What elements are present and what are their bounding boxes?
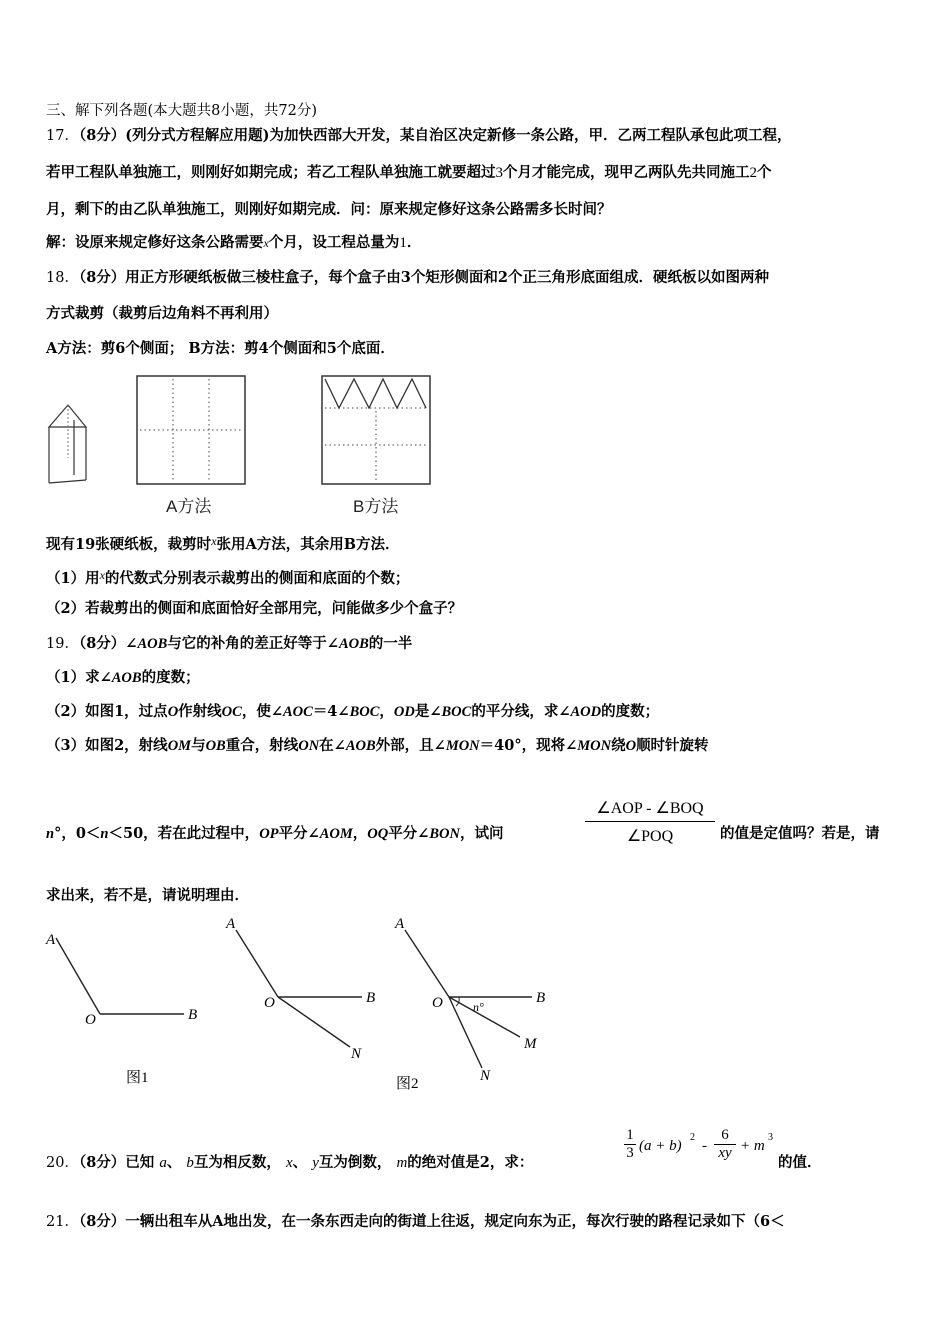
q17-text2a: 若甲工程队单独施工，则刚好如期完成；若乙工程队单独施工就要超过 xyxy=(46,164,496,181)
q17-line3: 月，剩下的由乙队单独施工，则刚好如期完成．问：原来规定修好这条公路需多长时间？ xyxy=(46,201,612,218)
q19-s2oc: OC xyxy=(221,704,242,720)
q21-number: 21． xyxy=(46,1214,79,1230)
q19-s1c: 的度数； xyxy=(141,669,200,686)
q19-s2g: 的平分线，求∠ xyxy=(471,703,571,720)
q19-s3e: 外部，且∠ xyxy=(375,737,446,754)
fig2b-label-b: B xyxy=(536,990,546,1006)
q19-s2f: 是∠ xyxy=(414,703,442,720)
q18-number: 18． xyxy=(46,270,79,286)
q18-line3: A方法：剪6个侧面； B方法：剪4个侧面和5个底面． xyxy=(46,340,395,357)
method-b-figure xyxy=(321,375,433,487)
fig2b-label-o: O xyxy=(432,995,443,1011)
q19-t1c: 与它的补角的差正好等于∠ xyxy=(167,635,339,652)
q17-sol-num: 1 xyxy=(399,235,407,251)
q17-sol-a: 解：设原来规定修好这条公路需要 xyxy=(46,234,264,251)
q20-frac1-den: 3 xyxy=(626,1145,634,1161)
fig2a-label-b: B xyxy=(366,990,376,1006)
q17-num-3: 3 xyxy=(495,165,503,181)
q18-sub1b: 的代数式分别表示裁剪出的侧面和底面的个数； xyxy=(104,570,410,587)
fig1-caption: 图1 xyxy=(126,1070,149,1086)
fig2a-label-a: A xyxy=(226,916,236,932)
q20-score: （8分） xyxy=(78,1154,126,1171)
q20-cube: 3 xyxy=(768,1132,773,1143)
q19-l5c: 平分∠ xyxy=(278,825,320,842)
fig2a-label-o: O xyxy=(264,995,275,1011)
q19-s3mon2: MON xyxy=(577,738,612,754)
q20-var-b: b xyxy=(186,1155,194,1171)
q19-s2h: 的度数； xyxy=(601,703,660,720)
q19-frac-num: ∠AOP - ∠BOQ xyxy=(585,798,715,822)
q18-text1: 用正方形硬纸板做三棱柱盒子，每个盒子由3个矩形侧面和2个正三角形底面组成．硬纸板以如图两种 xyxy=(125,269,769,286)
q18-sub1-var: x xyxy=(99,568,105,582)
q19-fraction xyxy=(585,798,715,846)
q19-l5d: ， xyxy=(352,825,368,842)
q17-score: （8分） xyxy=(78,127,126,144)
q20-frac1 xyxy=(624,1127,636,1162)
section-title: 三、解下列各题(本大题共8小题，共72分) xyxy=(46,103,317,119)
q19-s3c: 重合，射线 xyxy=(225,737,299,754)
q21-line1 xyxy=(46,1212,785,1232)
q19-s2c: ，使∠ xyxy=(241,703,283,720)
q21-text1: 一辆出租车从A地出发，在一条东西走向的街道上往返，规定向东为正，每次行驶的路程记录如下（6＜ xyxy=(125,1213,785,1230)
q19-t1e: 的一半 xyxy=(368,635,413,652)
q19-number: 19． xyxy=(46,636,79,652)
q19-s3aob: AOB xyxy=(345,738,376,754)
q19-l5n: n xyxy=(46,826,55,842)
q20-var-y: y xyxy=(312,1155,319,1171)
q18-sub1a: （1）用 xyxy=(46,570,100,587)
fig1-label-a: A xyxy=(46,932,56,948)
q20-var-a: a xyxy=(159,1155,167,1171)
q19-t1d: AOB xyxy=(338,636,369,652)
q20-minus: - xyxy=(702,1138,707,1154)
q19-s2e: ， xyxy=(379,703,394,720)
q17-text2b: 个月才能完成，现甲乙两队先共同施工 xyxy=(503,164,750,181)
q20-sep1: 、 xyxy=(166,1154,182,1171)
fig1-label-b: B xyxy=(188,1007,198,1023)
q19-s2d: ＝4∠ xyxy=(312,703,350,720)
q19-s1a: （1）求∠ xyxy=(46,669,112,686)
method-a-figure xyxy=(136,375,248,487)
q20-frac2-den: xy xyxy=(718,1145,732,1161)
q20-sq: 2 xyxy=(690,1132,695,1143)
q19-s2od: OD xyxy=(393,704,415,720)
q19-l5b: ＜50，若在此过程中， xyxy=(108,825,260,842)
q19-line6: 求出来，若不是，请说明理由． xyxy=(46,887,249,904)
q20-paren: (a + b) xyxy=(639,1138,682,1154)
q19-s2o: O xyxy=(167,704,179,720)
q18-line1 xyxy=(46,268,769,288)
q20-frac2 xyxy=(714,1127,736,1162)
q19-s2a: （2）如图1，过点 xyxy=(46,703,168,720)
q20-number: 20． xyxy=(46,1155,79,1171)
q20-sep2: 、 xyxy=(292,1154,308,1171)
q19-s3d: 在∠ xyxy=(319,737,346,754)
q18-sub1 xyxy=(46,565,409,589)
q19-l5n2: n xyxy=(100,826,109,842)
q19-sub3 xyxy=(46,736,709,756)
q20-tb: 互为相反数， xyxy=(193,1154,281,1171)
q17-solution xyxy=(46,233,421,253)
q19-l5op: OP xyxy=(259,826,279,842)
q18-text4a: 现有19张硬纸板，裁剪时 xyxy=(46,536,212,553)
q19-s2b: 作射线 xyxy=(178,703,222,720)
q17-sol-c: ． xyxy=(406,234,422,251)
q19-t1b: AOB xyxy=(137,636,168,652)
fig2b-label-m: M xyxy=(524,1036,537,1052)
q17-text2c: 个 xyxy=(757,164,772,181)
q20-tc: 互为倒数， xyxy=(318,1154,392,1171)
fig2b-angle-n: n° xyxy=(473,1000,484,1014)
q19-l5a: °，0＜ xyxy=(54,825,101,842)
fig2b-label-a: A xyxy=(395,916,405,932)
q17-line1 xyxy=(46,126,792,146)
method-a-label: A方法 xyxy=(166,497,212,516)
q17-number: 17． xyxy=(46,128,79,144)
q20-frac2-num: 6 xyxy=(714,1127,736,1145)
q19-l5bon: BON xyxy=(429,826,460,842)
q18-sub2: （2）若裁剪出的侧面和底面恰好全部用完，问能做多少个盒子？ xyxy=(46,600,463,617)
q19-score: （8分） xyxy=(78,635,126,652)
q19-s2boc: BOC xyxy=(349,704,380,720)
q19-l5oq: OQ xyxy=(367,826,389,842)
method-b-label: B方法 xyxy=(353,497,399,516)
q20-td: 的绝对值是2，求： xyxy=(407,1154,534,1171)
q19-s3om: OM xyxy=(167,738,192,754)
q19-s1b: AOB xyxy=(111,670,142,686)
q19-s3f: ＝40°，现将∠ xyxy=(479,737,578,754)
q19-s2aod: AOD xyxy=(570,704,602,720)
q20-end: 的值． xyxy=(778,1154,822,1171)
q17-num-2: 2 xyxy=(749,165,757,181)
q18-var-x: x xyxy=(211,534,217,548)
q17-sol-b: 个月，设工程总量为 xyxy=(268,234,400,251)
q19-line1 xyxy=(46,634,412,654)
figure-2a xyxy=(225,916,375,1062)
q19-l5f: ，试问 xyxy=(459,825,504,842)
figure-2b xyxy=(394,916,545,1090)
fig2a-label-n: N xyxy=(351,1046,362,1062)
prism-figure xyxy=(44,400,94,490)
q17-sol-var: x xyxy=(263,236,269,250)
q18-score: （8分） xyxy=(78,269,126,286)
q19-t1a: ∠ xyxy=(125,635,138,652)
fig2-caption: 图2 xyxy=(396,1076,419,1090)
q18-line4 xyxy=(46,531,400,555)
q17-line2 xyxy=(46,163,772,183)
q19-s3g: 绕 xyxy=(611,737,626,754)
q18-line2: 方式裁剪（裁剪后边角料不再利用） xyxy=(46,305,278,322)
q20-var-x: x xyxy=(285,1155,293,1171)
figure-1 xyxy=(45,932,197,1086)
q19-l5e: 平分∠ xyxy=(388,825,430,842)
q19-frac-den: ∠POQ xyxy=(626,828,674,845)
q19-line5 xyxy=(46,824,503,844)
q17-text1: (列分式方程解应用题)为加快西部大开发，某自治区决定新修一条公路，甲．乙两工程队承包此项工程， xyxy=(125,127,792,144)
q19-s3ob: OB xyxy=(205,738,226,754)
q21-score: （8分） xyxy=(78,1213,126,1230)
q19-s3on: ON xyxy=(298,738,320,754)
q20-line xyxy=(46,1153,533,1173)
q19-s3h: 顺时针旋转 xyxy=(636,737,709,754)
q20-var-m: m xyxy=(396,1155,408,1171)
q19-line5-end: 的值是定值吗？若是，请 xyxy=(720,825,880,842)
q19-sub2 xyxy=(46,702,659,722)
q20-plus-m: + m xyxy=(740,1138,765,1154)
q19-sub1 xyxy=(46,668,200,688)
q19-l5aom: AOM xyxy=(319,826,353,842)
fig2b-label-n: N xyxy=(480,1068,491,1084)
fig1-label-o: O xyxy=(85,1012,96,1028)
q19-s3b: 与 xyxy=(191,737,206,754)
q19-s3o: O xyxy=(625,738,637,754)
q19-figures xyxy=(40,910,570,1090)
q19-s2aoc: AOC xyxy=(282,704,313,720)
q20-frac1-num: 1 xyxy=(624,1127,636,1145)
q18-text4b: 张用A方法，其余用B方法． xyxy=(216,536,400,553)
q19-s3mon: MON xyxy=(445,738,480,754)
q19-s3a: （3）如图2，射线 xyxy=(46,737,168,754)
q20-ta: 已知 xyxy=(125,1154,155,1171)
q19-s2boc2: BOC xyxy=(441,704,472,720)
